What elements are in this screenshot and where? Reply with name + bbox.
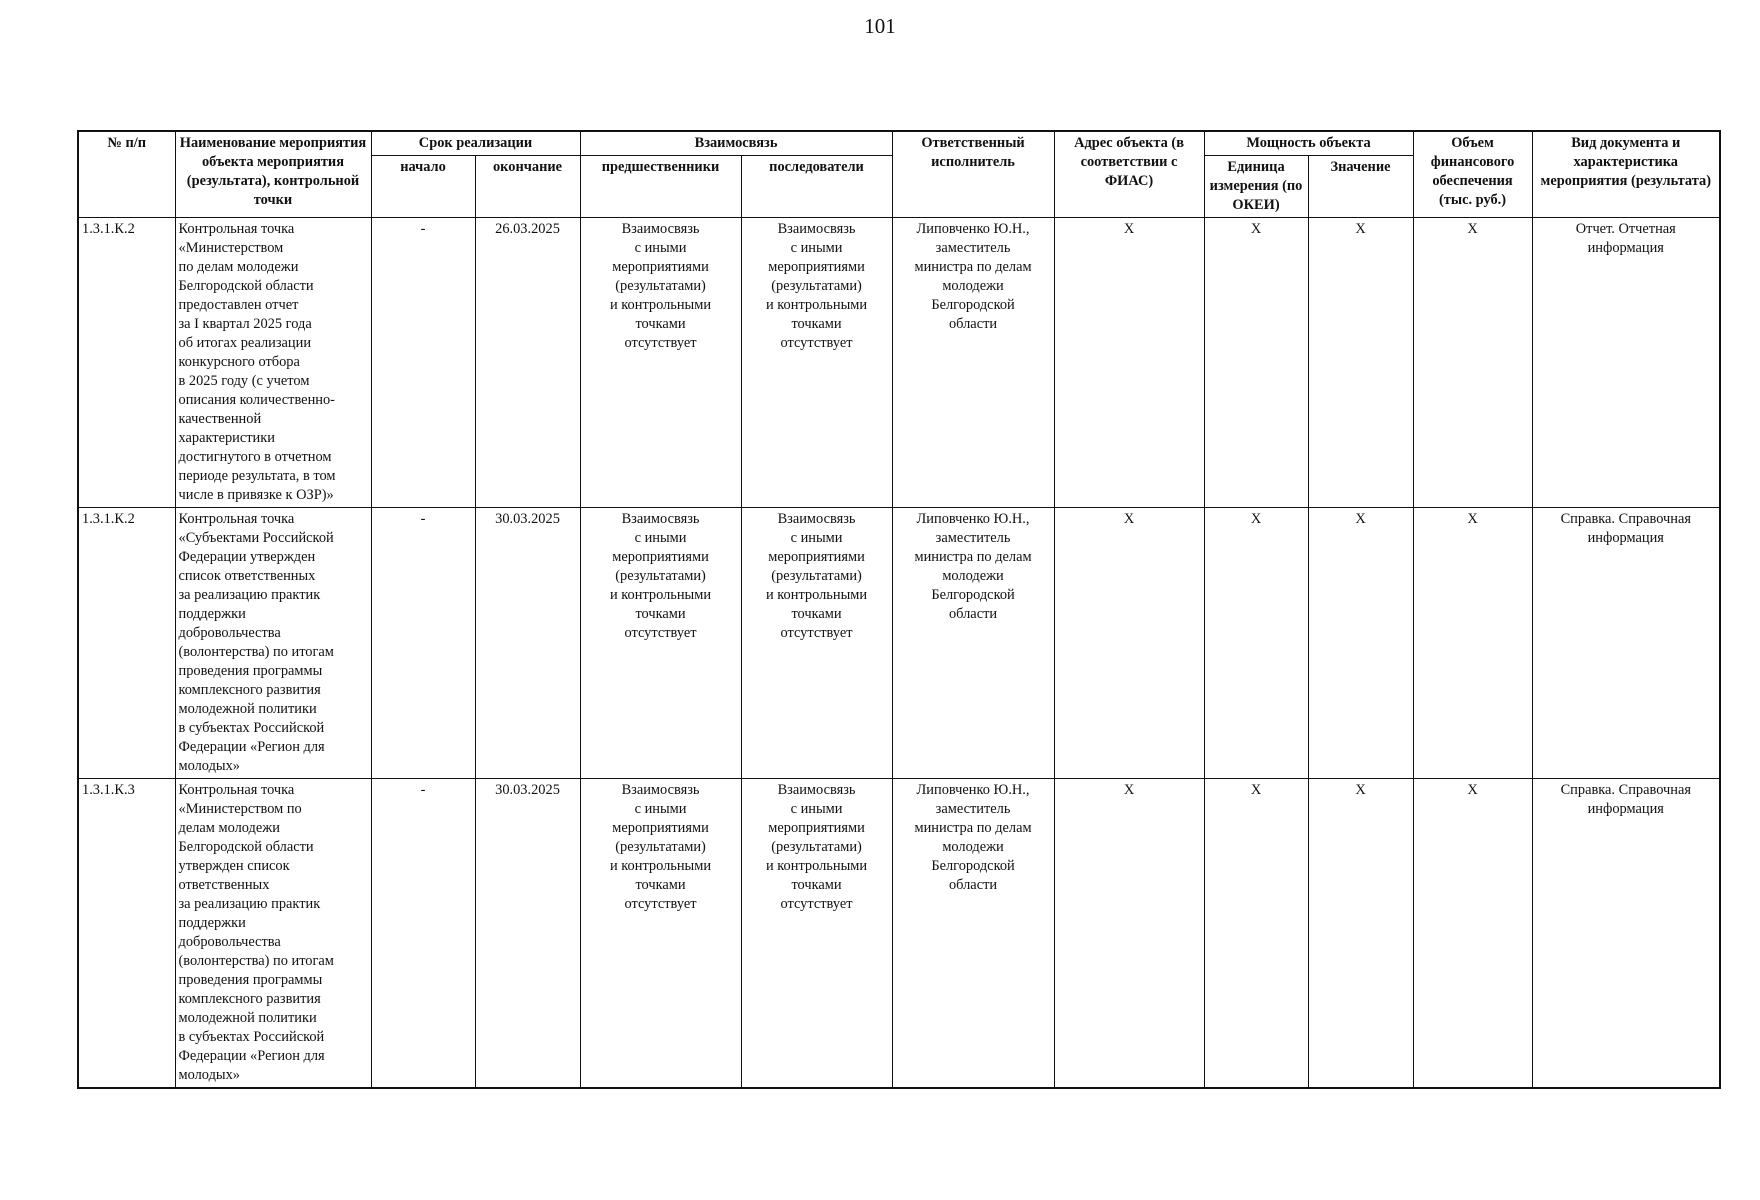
table-row bbox=[78, 508, 1720, 779]
table-row bbox=[78, 218, 1720, 508]
row-prev: Взаимосвязь с иными мероприятиями (результатами) и контрольными точками отсутствует bbox=[580, 218, 741, 508]
row-prev: Взаимосвязь с иными мероприятиями (результатами) и контрольными точками отсутствует bbox=[580, 779, 741, 1089]
row-end: 26.03.2025 bbox=[475, 218, 580, 508]
plan-table bbox=[77, 130, 1721, 1089]
row-responsible: Липовченко Ю.Н., заместитель министра по делам молодежи Белгородской области bbox=[892, 508, 1054, 779]
header-address: Адрес объекта (в соответствии с ФИАС) bbox=[1054, 131, 1204, 218]
row-value: X bbox=[1308, 508, 1413, 779]
row-next: Взаимосвязь с иными мероприятиями (результатами) и контрольными точками отсутствует bbox=[741, 508, 892, 779]
header-relation: Взаимосвязь bbox=[580, 131, 892, 156]
row-unit: X bbox=[1204, 508, 1308, 779]
row-name: Контрольная точка «Министерством по делам молодежи Белгородской области утвержден список ответственных за реализацию практик поддержки добровольчества (волонтерства) по итогам проведения программы комплексного развития молодежной политики в субъектах Российской Федерации «Регион для молодых» bbox=[175, 779, 371, 1089]
header-capacity-value: Значение bbox=[1308, 156, 1413, 218]
row-finance: X bbox=[1413, 218, 1532, 508]
header-finance: Объем финансового обеспечения (тыс. руб.) bbox=[1413, 131, 1532, 218]
page-number: 101 bbox=[864, 14, 896, 38]
row-responsible: Липовченко Ю.Н., заместитель министра по делам молодежи Белгородской области bbox=[892, 218, 1054, 508]
row-end: 30.03.2025 bbox=[475, 779, 580, 1089]
header-capacity-unit: Единица измерения (по ОКЕИ) bbox=[1204, 156, 1308, 218]
row-number: 1.3.1.К.2 bbox=[78, 218, 175, 508]
row-start: - bbox=[371, 218, 475, 508]
header-responsible: Ответственный исполнитель bbox=[892, 131, 1054, 218]
row-start: - bbox=[371, 779, 475, 1089]
row-unit: X bbox=[1204, 218, 1308, 508]
row-address: X bbox=[1054, 508, 1204, 779]
row-number: 1.3.1.К.2 bbox=[78, 508, 175, 779]
header-relation-next: последователи bbox=[741, 156, 892, 218]
header-row-1 bbox=[78, 131, 1720, 156]
row-doc: Справка. Справочная информация bbox=[1532, 779, 1720, 1089]
header-capacity: Мощность объекта bbox=[1204, 131, 1413, 156]
row-address: X bbox=[1054, 218, 1204, 508]
row-doc: Справка. Справочная информация bbox=[1532, 508, 1720, 779]
header-num: № п/п bbox=[78, 131, 175, 218]
row-doc: Отчет. Отчетная информация bbox=[1532, 218, 1720, 508]
header-term-end: окончание bbox=[475, 156, 580, 218]
row-finance: X bbox=[1413, 779, 1532, 1089]
header-term: Срок реализации bbox=[371, 131, 580, 156]
row-address: X bbox=[1054, 779, 1204, 1089]
header-name: Наименование мероприятия объекта мероприятия (результата), контрольной точки bbox=[175, 131, 371, 218]
header-term-start: начало bbox=[371, 156, 475, 218]
row-start: - bbox=[371, 508, 475, 779]
table-row bbox=[78, 779, 1720, 1089]
row-value: X bbox=[1308, 218, 1413, 508]
row-end: 30.03.2025 bbox=[475, 508, 580, 779]
row-number: 1.3.1.К.3 bbox=[78, 779, 175, 1089]
row-next: Взаимосвязь с иными мероприятиями (результатами) и контрольными точками отсутствует bbox=[741, 218, 892, 508]
row-finance: X bbox=[1413, 508, 1532, 779]
row-name: Контрольная точка «Министерством по делам молодежи Белгородской области предоставлен отчет за I квартал 2025 года об итогах реализации конкурсного отбора в 2025 году (с учетом описания количественно- качественной характеристики достигнутого в отчетном периоде результата, в том числе в привязке к ОЗР)» bbox=[175, 218, 371, 508]
row-value: X bbox=[1308, 779, 1413, 1089]
row-next: Взаимосвязь с иными мероприятиями (результатами) и контрольными точками отсутствует bbox=[741, 779, 892, 1089]
row-name: Контрольная точка «Субъектами Российской Федерации утвержден список ответственных за реализацию практик поддержки добровольчества (волонтерства) по итогам проведения программы комплексного развития молодежной политики в субъектах Российской Федерации «Регион для молодых» bbox=[175, 508, 371, 779]
row-prev: Взаимосвязь с иными мероприятиями (результатами) и контрольными точками отсутствует bbox=[580, 508, 741, 779]
header-relation-prev: предшественники bbox=[580, 156, 741, 218]
row-unit: X bbox=[1204, 779, 1308, 1089]
header-doc-type: Вид документа и характеристика мероприятия (результата) bbox=[1532, 131, 1720, 218]
row-responsible: Липовченко Ю.Н., заместитель министра по делам молодежи Белгородской области bbox=[892, 779, 1054, 1089]
